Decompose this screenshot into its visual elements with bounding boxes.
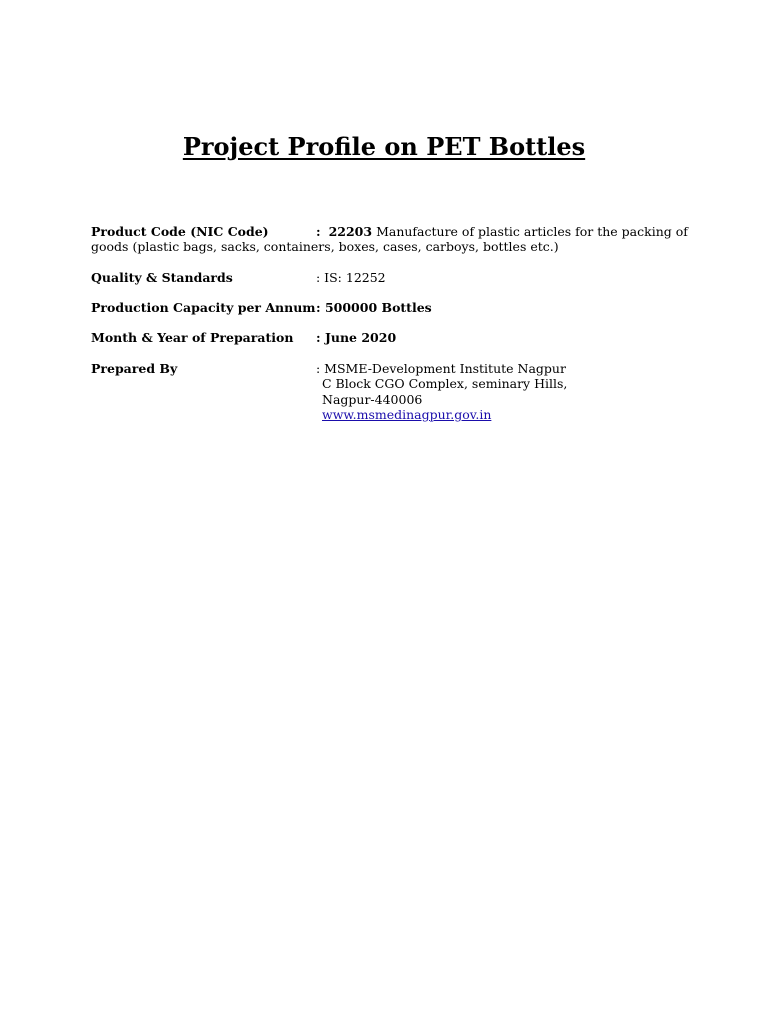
product-code-value [316,224,688,239]
capacity-label: Production Capacity per Annum [91,300,316,315]
website-link[interactable]: www.msmedinagpur.gov.in [322,407,492,422]
product-code-desc: Manufacture of plastic articles for the packing of [376,224,688,239]
prepared-by-org: : MSME-Development Institute Nagpur [316,361,566,376]
prepared-by-label: Prepared By [91,361,178,376]
month-year-label: Month & Year of Preparation [91,330,294,345]
prepared-by-city: Nagpur-440006 [322,392,423,407]
quality-label: Quality & Standards [91,270,233,285]
page-title: Project Profile on PET Bottles [182,132,586,161]
product-code-label: Product Code (NIC Code) [91,224,269,239]
capacity-value: : 500000 Bottles [316,300,432,315]
product-code-desc-continued: goods (plastic bags, sacks, containers, boxes, cases, carboys, bottles etc.) [91,239,559,254]
product-code-number: 22203 [328,224,373,239]
month-year-value: : June 2020 [316,330,397,345]
quality-value: : IS: 12252 [316,270,386,285]
product-code-colon: : [316,224,321,239]
prepared-by-address: C Block CGO Complex, seminary Hills, [322,376,568,391]
